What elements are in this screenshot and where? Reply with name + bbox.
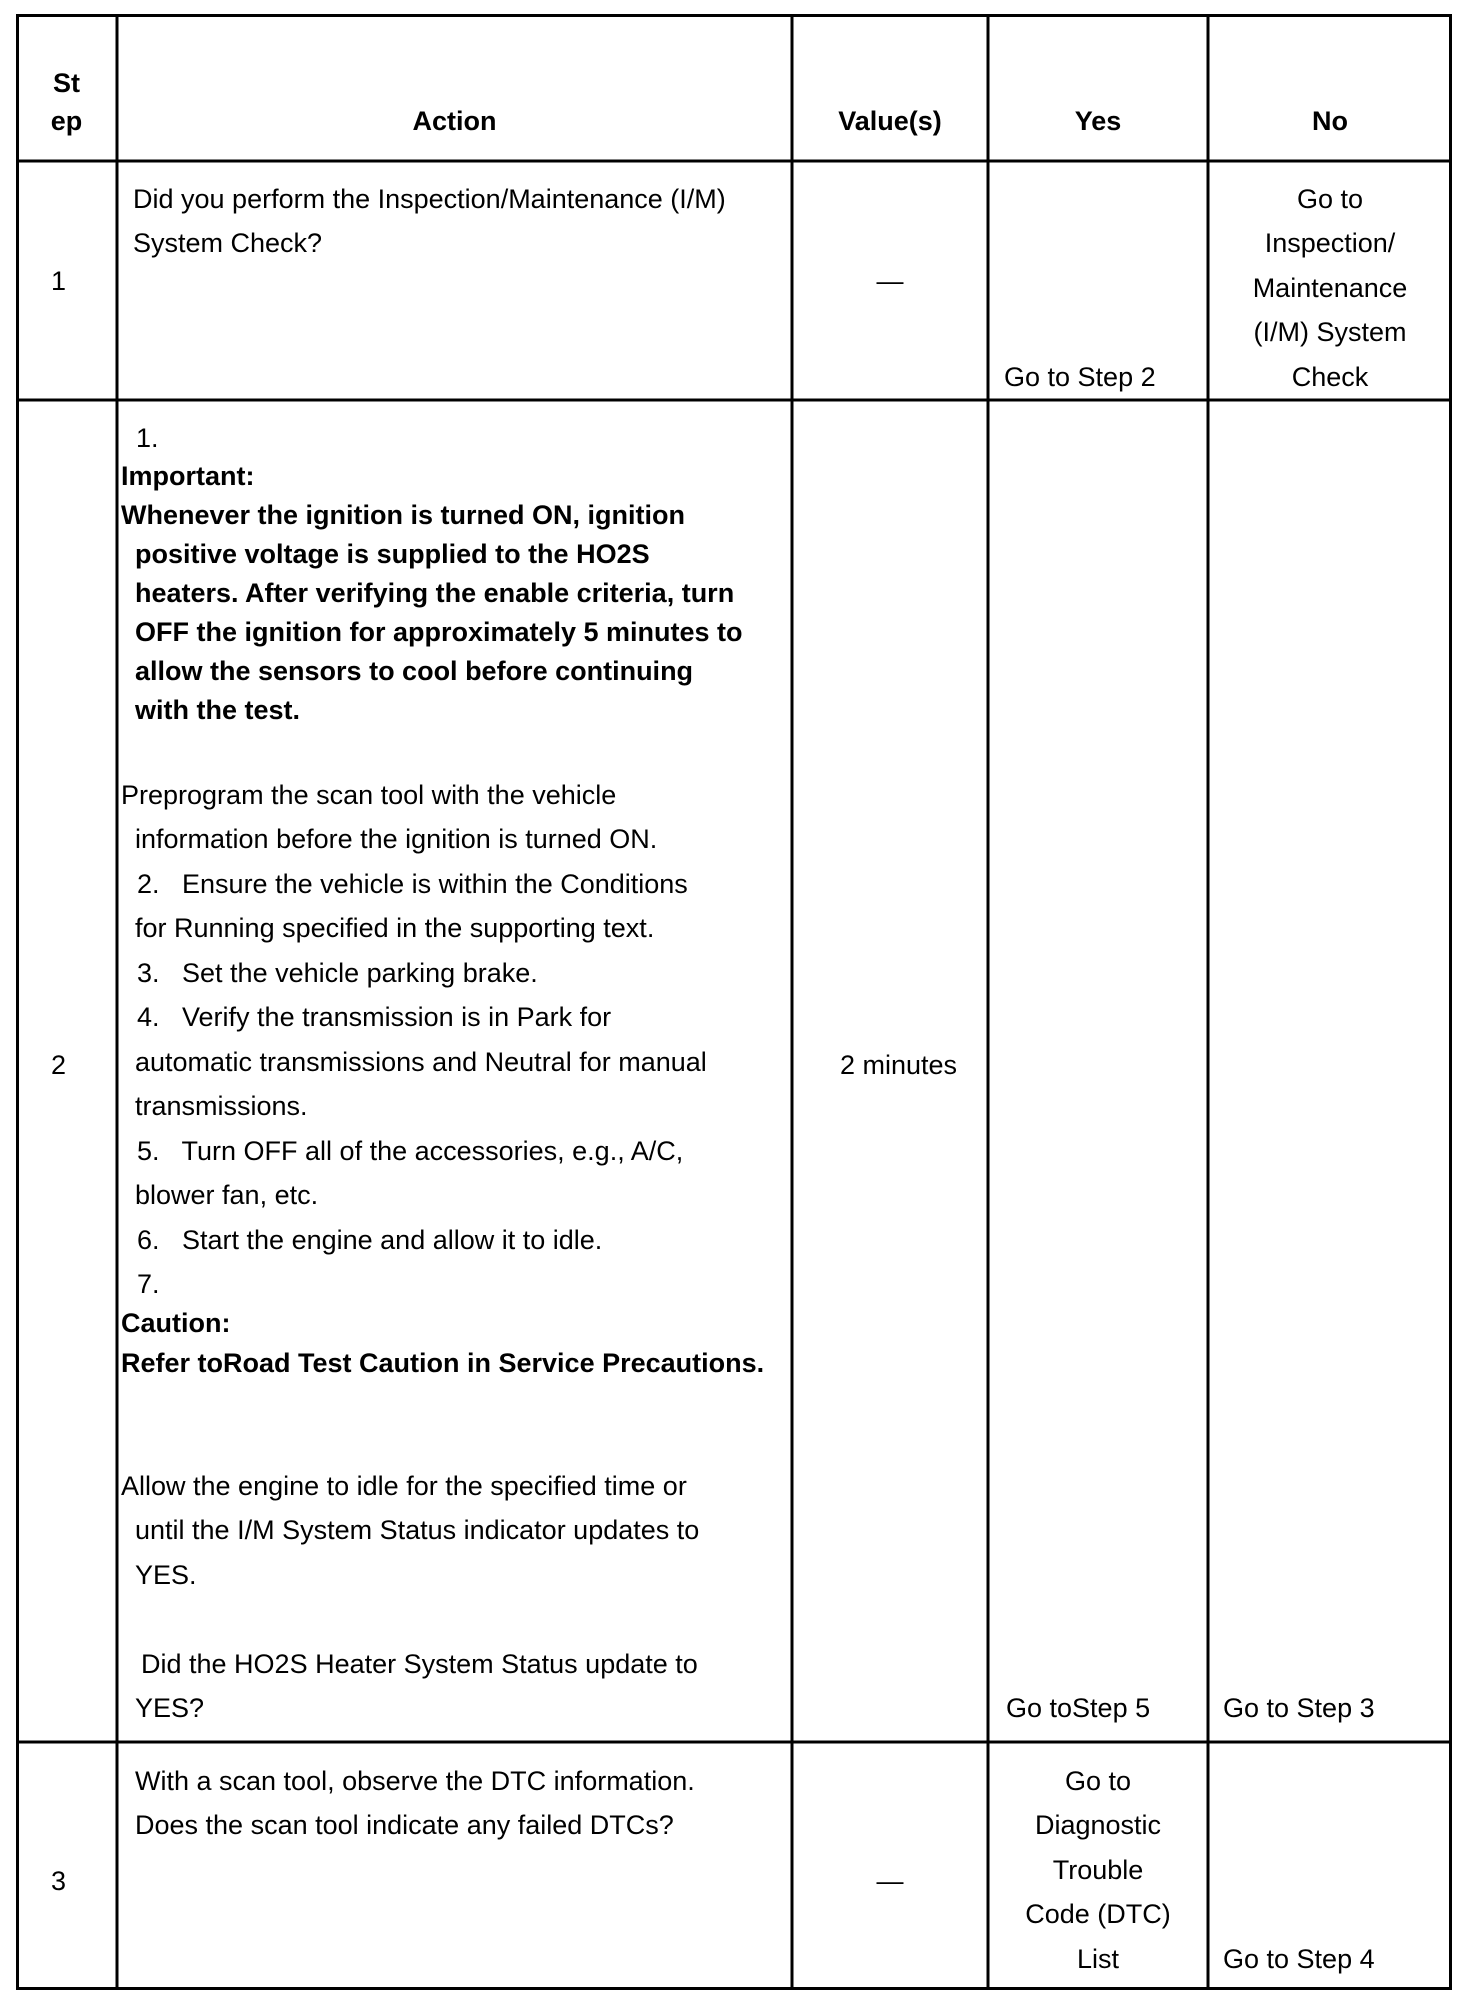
yes-text-line: Code (DTC) [1025, 1899, 1171, 1929]
header-values: Value(s) [838, 106, 942, 136]
caution-label: Caution: [121, 1308, 231, 1338]
header-action: Action [412, 106, 497, 136]
step-number: 2 [51, 1050, 67, 1080]
no-text-line: Check [1291, 362, 1369, 392]
important-text: positive voltage is supplied to the HO2S [135, 539, 650, 569]
no-link-step-4[interactable]: Go to Step 4 [1223, 1944, 1375, 1974]
yes-text-line: Go to [1064, 1766, 1132, 1796]
action-question: YES? [135, 1693, 205, 1723]
important-text: with the test. [135, 695, 301, 725]
action-text: YES. [135, 1560, 197, 1590]
action-step: blower fan, etc. [135, 1180, 319, 1210]
header-no: No [1312, 106, 1348, 136]
action-text: System Check? [133, 228, 323, 258]
action-step: 4. Verify the transmission is in Park for [137, 1002, 612, 1032]
action-question: Did the HO2S Heater System Status update to [141, 1649, 698, 1679]
important-text: Whenever the ignition is turned ON, ignition [121, 500, 685, 530]
action-text: Preprogram the scan tool with the vehicle [121, 780, 617, 810]
action-step: 3. Set the vehicle parking brake. [137, 958, 538, 988]
yes-text-line: Trouble [1052, 1855, 1144, 1885]
action-step: 2. Ensure the vehicle is within the Conditions [137, 869, 688, 899]
action-step: for Running specified in the supporting text. [135, 913, 655, 943]
no-text-line: (I/M) System [1253, 317, 1407, 347]
important-text: OFF the ignition for approximately 5 minutes to [135, 617, 743, 647]
step-number: 3 [51, 1866, 67, 1896]
action-text: information before the ignition is turned ON. [135, 824, 658, 854]
action-text: Allow the engine to idle for the specified time or [121, 1471, 687, 1501]
yes-text-line: List [1076, 1944, 1120, 1974]
value-text: 2 minutes [840, 1050, 958, 1080]
action-step: 7. [137, 1269, 160, 1299]
action-text: With a scan tool, observe the DTC information. [135, 1766, 695, 1796]
no-text-line: Maintenance [1252, 273, 1408, 303]
yes-link-step-5[interactable]: Go toStep 5 [1006, 1693, 1151, 1723]
header-yes: Yes [1074, 106, 1122, 136]
no-text-line: Go to [1296, 184, 1364, 214]
no-text-line: Inspection/ [1264, 228, 1396, 258]
value-text: — [876, 1866, 904, 1896]
no-link-step-3[interactable]: Go to Step 3 [1223, 1693, 1375, 1723]
action-step: 5. Turn OFF all of the accessories, e.g., A/C, [137, 1136, 684, 1166]
caution-text: Refer toRoad Test Caution in Service Precautions. [121, 1348, 765, 1378]
action-text: Did you perform the Inspection/Maintenance (I/M) [133, 184, 726, 214]
action-text: Does the scan tool indicate any failed DTCs? [135, 1810, 674, 1840]
yes-link-step-2[interactable]: Go to Step 2 [1004, 362, 1156, 392]
action-step: transmissions. [135, 1091, 308, 1121]
action-step: automatic transmissions and Neutral for manual [135, 1047, 707, 1077]
step-number: 1 [51, 266, 67, 296]
important-text: allow the sensors to cool before continuing [135, 656, 694, 686]
important-text: heaters. After verifying the enable criteria, turn [135, 578, 735, 608]
header-step-line2: ep [50, 106, 83, 136]
header-step-line1: St [53, 68, 80, 98]
action-text: until the I/M System Status indicator updates to [135, 1515, 700, 1545]
action-list-number: 1. [136, 423, 159, 453]
yes-text-line: Diagnostic [1034, 1810, 1162, 1840]
important-label: Important: [121, 461, 255, 491]
value-text: — [876, 266, 904, 296]
diagnostic-table [16, 14, 1452, 1990]
action-step: 6. Start the engine and allow it to idle. [137, 1225, 603, 1255]
